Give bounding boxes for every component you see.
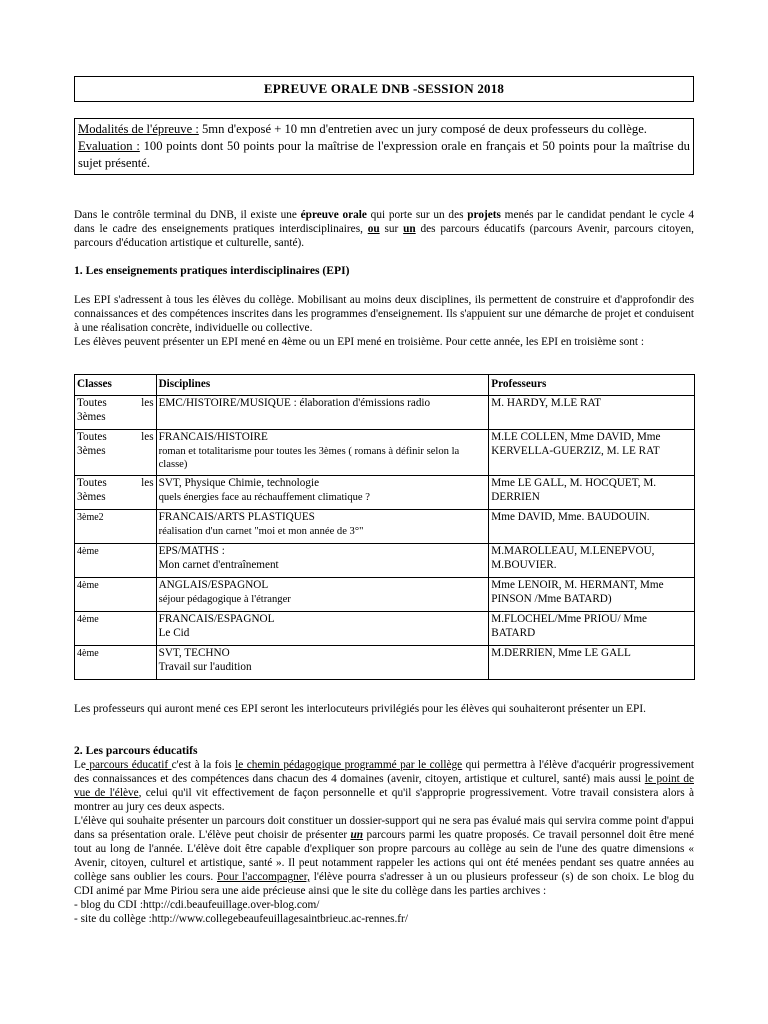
classe-text: les	[141, 397, 154, 409]
table-row	[75, 612, 695, 646]
table-row	[75, 476, 695, 510]
discipline-text: ANGLAIS/ESPAGNOL	[158, 579, 269, 591]
cell-professeurs: Mme DAVID, Mme. BAUDOUIN.	[489, 510, 695, 544]
section2-text: , celui qu'il vit effectivement de façon personnelle et qu'il s'approprie progressivement. Votre travail consistera alors à montrer au jury ces deux aspects.	[74, 787, 694, 813]
header-classes: Classes	[75, 375, 157, 396]
cell-classe	[75, 430, 157, 476]
document-title: EPREUVE ORALE DNB -SESSION 2018	[74, 76, 694, 102]
section1-paragraph	[74, 293, 694, 349]
cell-discipline	[156, 612, 489, 646]
discipline-text: FRANCAIS/ARTS PLASTIQUES	[158, 511, 315, 523]
section2-text: c'est à la fois	[171, 759, 236, 771]
discipline-text: EMC/HISTOIRE/MUSIQUE : élaboration d'émissions radio	[158, 397, 431, 409]
discipline-subtext: Travail sur l'audition	[158, 660, 252, 673]
intro-bold: projets	[467, 209, 501, 221]
table-row	[75, 510, 695, 544]
epi-table	[74, 374, 695, 680]
cell-professeurs: M.MAROLLEAU, M.LENEPVOU, M.BOUVIER.	[489, 544, 695, 578]
section2-underline: parcours éducatif	[85, 759, 172, 771]
discipline-subtext: réalisation d'un carnet "moi et mon année de 3°"	[158, 525, 364, 537]
section2-text: L'élève qui souhaite présenter un parcours doit constituer un dossier-support qui ne sera pas évalué mais qui servira comme point d'appui dans sa présentation orale. L'élève peut choisir de présenter	[74, 815, 694, 841]
intro-paragraph	[74, 208, 694, 250]
section2-paragraph	[74, 758, 694, 926]
discipline-text: SVT, Physique Chimie, technologie	[158, 477, 320, 489]
cell-discipline	[156, 510, 489, 544]
section2-underline: Pour l'accompagner,	[216, 871, 310, 883]
section2-heading: 2. Les parcours éducatifs	[74, 744, 198, 757]
section2-text: Le	[74, 759, 86, 771]
intro-text: sur	[379, 223, 404, 235]
modalites-box	[74, 118, 694, 175]
cell-classe	[75, 476, 157, 510]
table-row	[75, 646, 695, 680]
section2-underline: le point de vue de l'élève	[74, 773, 694, 799]
discipline-text: SVT, TECHNO	[158, 647, 230, 659]
discipline-subtext: séjour pédagogique à l'étranger	[158, 593, 291, 605]
discipline-text: FRANCAIS/HISTOIRE	[158, 431, 268, 443]
intro-text: Dans le contrôle terminal du DNB, il existe une	[74, 209, 301, 221]
cell-classe: 4ème	[75, 544, 157, 578]
classe-text: 3èmes	[77, 410, 106, 423]
table-row	[75, 396, 695, 430]
cell-professeurs: M.DERRIEN, Mme LE GALL	[489, 646, 695, 680]
cell-classe: 4ème	[75, 612, 157, 646]
cell-discipline	[156, 476, 489, 510]
cell-classe: 4ème	[75, 646, 157, 680]
cell-professeurs: M. HARDY, M.LE RAT	[489, 396, 695, 430]
discipline-subtext: roman et totalitarisme pour toutes les 3èmes ( romans à définir selon la classe)	[158, 445, 460, 470]
discipline-text: FRANCAIS/ESPAGNOL	[158, 613, 275, 625]
classe-text: 3èmes	[77, 490, 106, 503]
intro-bold: épreuve orale	[300, 209, 367, 221]
cell-discipline	[156, 430, 489, 476]
cell-discipline	[156, 646, 489, 680]
header-professeurs: Professeurs	[489, 375, 695, 396]
intro-bold: un	[403, 223, 416, 235]
table-row	[75, 430, 695, 476]
intro-text: menés par le candidat pendant le cycle 4 dans le cadre des enseignements pratiques interdisciplinaires,	[74, 209, 694, 235]
classe-text: 3èmes	[77, 444, 106, 457]
discipline-text: EPS/MATHS :	[158, 545, 225, 557]
discipline-subtext: Le Cid	[158, 626, 190, 639]
discipline-subtext: quels énergies face au réchauffement climatique ?	[158, 491, 370, 503]
cell-classe	[75, 396, 157, 430]
after-table-paragraph: Les professeurs qui auront mené ces EPI seront les interlocuteurs privilégiés pour les élèves qui souhaiteront présenter un EPI.	[74, 703, 646, 715]
cell-discipline	[156, 544, 489, 578]
classe-text: Toutes	[77, 397, 107, 409]
classe-text: les	[141, 431, 154, 443]
header-disciplines: Disciplines	[156, 375, 489, 396]
section2-text: parcours parmi les quatre proposés. Ce travail personnel doit être mené tout au long de l'année. L'élève doit être capable d'expliquer son propre parcours au collège au sein de l'une des quatre dimensions « Avenir, citoyen, culturel et artistique, santé ». Il peut notamment rappeler les actions qui ont été menées pendant ses quatre années au collège sans oublier les cours.	[74, 829, 694, 883]
cell-classe: 4ème	[75, 578, 157, 612]
intro-text: des parcours éducatifs (parcours Avenir, parcours citoyen, parcours d'éducation artistique et culturelle, santé).	[74, 223, 694, 249]
modalites-label: Modalités de l'épreuve :	[78, 122, 199, 136]
intro-bold: ou	[367, 223, 380, 235]
table-row	[75, 544, 695, 578]
classe-text: Toutes	[77, 431, 107, 443]
site-link[interactable]: - site du collège :http://www.collegebeaufeuillagesaintbrieuc.ac-rennes.fr/	[74, 913, 408, 925]
cell-classe: 3ème2	[75, 510, 157, 544]
modalites-text: 5mn d'exposé + 10 mn d'entretien avec un jury composé de deux professeurs du collège.	[198, 122, 647, 136]
table-row	[75, 578, 695, 612]
cell-professeurs: Mme LE GALL, M. HOCQUET, M. DERRIEN	[489, 476, 695, 510]
section1-text-2: Les élèves peuvent présenter un EPI mené en 4ème ou un EPI mené en troisième. Pour cette année, les EPI en troisième sont :	[74, 336, 645, 348]
section2-text: l'élève pourra s'adresser à un ou plusieurs professeur (s) de son choix. Le blog du CDI animé par Mme Piriou sera une aide précieuse ainsi que le site du collège dans les parties archives :	[74, 871, 694, 897]
cell-discipline	[156, 578, 489, 612]
classe-text: les	[141, 477, 154, 489]
classe-text: Toutes	[77, 477, 107, 489]
section2-text: qui permettra à l'élève d'acquérir progressivement des connaissances et des compétences dans chacun des 4 domaines (avenir, citoyen, artistique et culturel, santé) mais aussi	[74, 759, 695, 785]
section1-heading: 1. Les enseignements pratiques interdisciplinaires (EPI)	[74, 264, 350, 277]
section2-underline: le chemin pédagogique programmé par le collège	[235, 759, 463, 771]
blog-link[interactable]: - blog du CDI :http://cdi.beaufeuillage.over-blog.com/	[74, 899, 320, 911]
intro-text: qui porte sur un des	[366, 209, 468, 221]
evaluation-text: 100 points dont 50 points pour la maîtrise de l'expression orale en français et 50 points pour la maîtrise du sujet présenté.	[78, 139, 690, 170]
cell-professeurs: M.LE COLLEN, Mme DAVID, Mme KERVELLA-GUERZIZ, M. LE RAT	[489, 430, 695, 476]
table-header-row	[75, 375, 695, 396]
evaluation-label: Evaluation :	[78, 139, 140, 153]
cell-discipline	[156, 396, 489, 430]
section2-bold: un	[350, 829, 364, 841]
discipline-subtext: Mon carnet d'entraînement	[158, 558, 279, 571]
cell-professeurs: Mme LENOIR, M. HERMANT, Mme PINSON /Mme BATARD)	[489, 578, 695, 612]
cell-professeurs: M.FLOCHEL/Mme PRIOU/ Mme BATARD	[489, 612, 695, 646]
section1-text: Les EPI s'adressent à tous les élèves du collège. Mobilisant au moins deux disciplines, ils permettent de construire et d'approfondir des connaissances et des compétences inscrites dans les programmes d'enseignement. Ils s'appuient sur une démarche de projet et conduisent à une réalisation concrète, individuelle ou collective.	[74, 294, 694, 334]
